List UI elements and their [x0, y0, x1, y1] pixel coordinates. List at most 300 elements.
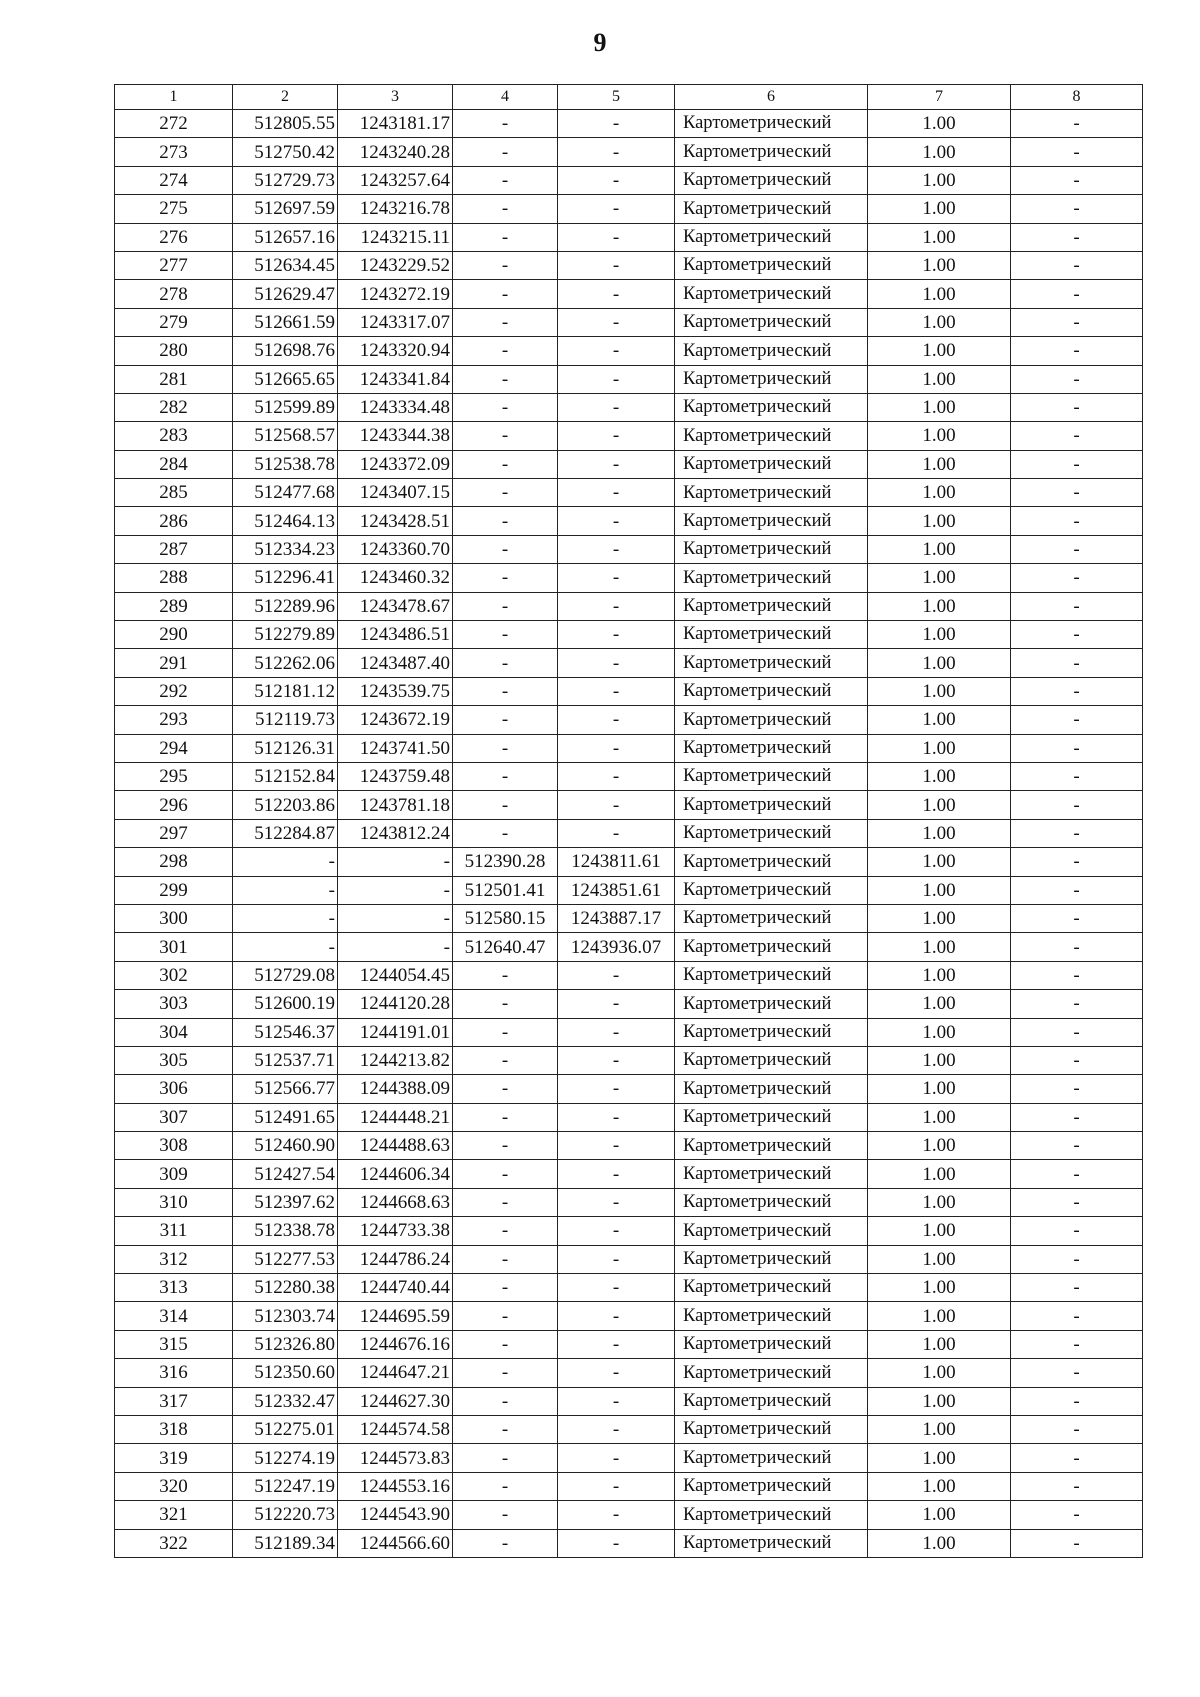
table-cell: -	[338, 933, 453, 961]
table-cell: 512397.62	[233, 1188, 338, 1216]
table-cell: -	[558, 1387, 675, 1415]
table-cell: 1243257.64	[338, 166, 453, 194]
table-cell: -	[558, 1046, 675, 1074]
table-cell: 512538.78	[233, 450, 338, 478]
table-cell: -	[453, 1274, 558, 1302]
table-cell: 1.00	[868, 223, 1011, 251]
table-row	[115, 1188, 1143, 1216]
table-cell: 512546.37	[233, 1018, 338, 1046]
table-cell: 512275.01	[233, 1415, 338, 1443]
table-cell: -	[1011, 933, 1143, 961]
table-cell: 1.00	[868, 564, 1011, 592]
table-cell: -	[453, 422, 558, 450]
table-cell: Картометрический	[675, 1472, 868, 1500]
table-cell: 272	[115, 110, 233, 138]
table-cell: Картометрический	[675, 195, 868, 223]
table-row	[115, 1529, 1143, 1557]
table-cell: Картометрический	[675, 365, 868, 393]
table-cell: 1243181.17	[338, 110, 453, 138]
table-cell: Картометрический	[675, 1217, 868, 1245]
table-cell: 307	[115, 1103, 233, 1131]
table-cell: Картометрический	[675, 848, 868, 876]
table-cell: 1.00	[868, 677, 1011, 705]
table-cell: -	[558, 337, 675, 365]
table-row	[115, 1245, 1143, 1273]
table-row	[115, 677, 1143, 705]
table-cell: 512460.90	[233, 1132, 338, 1160]
table-cell: 1.00	[868, 1245, 1011, 1273]
table-cell: 1.00	[868, 791, 1011, 819]
table-cell: 1244786.24	[338, 1245, 453, 1273]
table-cell: -	[558, 479, 675, 507]
table-cell: 1.00	[868, 1472, 1011, 1500]
table-cell: -	[453, 1132, 558, 1160]
table-cell: 512220.73	[233, 1501, 338, 1529]
table-cell: -	[558, 1217, 675, 1245]
table-cell: -	[1011, 1274, 1143, 1302]
table-cell: 512334.23	[233, 535, 338, 563]
table-cell: 281	[115, 365, 233, 393]
table-cell: Картометрический	[675, 393, 868, 421]
table-cell: 1.00	[868, 422, 1011, 450]
table-cell: 1244488.63	[338, 1132, 453, 1160]
table-row	[115, 1018, 1143, 1046]
table-cell: 1244573.83	[338, 1444, 453, 1472]
table-row	[115, 791, 1143, 819]
table-cell: -	[558, 1330, 675, 1358]
table-cell: 1243460.32	[338, 564, 453, 592]
table-cell: -	[558, 535, 675, 563]
table-cell: Картометрический	[675, 1529, 868, 1557]
table-cell: 512634.45	[233, 251, 338, 279]
table-cell: 313	[115, 1274, 233, 1302]
table-cell: 1.00	[868, 1302, 1011, 1330]
table-cell: -	[453, 564, 558, 592]
table-cell: 280	[115, 337, 233, 365]
table-row	[115, 990, 1143, 1018]
table-cell: -	[558, 1415, 675, 1443]
table-cell: -	[1011, 251, 1143, 279]
table-cell: 512477.68	[233, 479, 338, 507]
table-cell: -	[453, 337, 558, 365]
table-row	[115, 166, 1143, 194]
table-cell: 1243240.28	[338, 138, 453, 166]
table-cell: -	[558, 1359, 675, 1387]
table-cell: 1.00	[868, 649, 1011, 677]
table-cell: -	[558, 1444, 675, 1472]
table-cell: 1.00	[868, 904, 1011, 932]
table-row	[115, 1359, 1143, 1387]
table-cell: -	[558, 1302, 675, 1330]
table-cell: 1.00	[868, 1359, 1011, 1387]
table-cell: -	[1011, 1444, 1143, 1472]
table-cell: -	[1011, 904, 1143, 932]
table-cell: 279	[115, 308, 233, 336]
table-cell: 512247.19	[233, 1472, 338, 1500]
table-cell: -	[558, 1103, 675, 1131]
table-cell: Картометрический	[675, 819, 868, 847]
table-cell: 1244733.38	[338, 1217, 453, 1245]
table-cell: 1.00	[868, 507, 1011, 535]
table-cell: -	[453, 450, 558, 478]
table-cell: 1243341.84	[338, 365, 453, 393]
table-row	[115, 479, 1143, 507]
table-cell: 1.00	[868, 990, 1011, 1018]
table-cell: 512501.41	[453, 876, 558, 904]
table-cell: 1.00	[868, 166, 1011, 194]
table-cell: 319	[115, 1444, 233, 1472]
table-cell: 512289.96	[233, 592, 338, 620]
table-cell: -	[1011, 365, 1143, 393]
table-cell: Картометрический	[675, 1075, 868, 1103]
table-cell: -	[233, 933, 338, 961]
table-cell: 1243478.67	[338, 592, 453, 620]
table-cell: 1244388.09	[338, 1075, 453, 1103]
table-cell: 512279.89	[233, 621, 338, 649]
column-header-4: 4	[453, 85, 558, 110]
table-cell: 512284.87	[233, 819, 338, 847]
table-cell: -	[1011, 280, 1143, 308]
table-cell: -	[1011, 791, 1143, 819]
table-cell: -	[453, 166, 558, 194]
table-cell: -	[1011, 308, 1143, 336]
table-cell: Картометрический	[675, 1302, 868, 1330]
table-cell: -	[1011, 1529, 1143, 1557]
table-cell: 1243851.61	[558, 876, 675, 904]
table-cell: -	[558, 592, 675, 620]
table-cell: -	[1011, 507, 1143, 535]
table-cell: 1.00	[868, 1415, 1011, 1443]
table-cell: 297	[115, 819, 233, 847]
table-cell: 1243781.18	[338, 791, 453, 819]
table-cell: -	[1011, 1501, 1143, 1529]
table-cell: 1.00	[868, 1529, 1011, 1557]
table-cell: -	[453, 1302, 558, 1330]
table-cell: 512326.80	[233, 1330, 338, 1358]
table-cell: Картометрический	[675, 791, 868, 819]
table-row	[115, 280, 1143, 308]
table-cell: 298	[115, 848, 233, 876]
table-cell: 286	[115, 507, 233, 535]
table-cell: -	[558, 1075, 675, 1103]
table-cell: -	[1011, 1330, 1143, 1358]
table-cell: -	[1011, 1217, 1143, 1245]
table-cell: 1244543.90	[338, 1501, 453, 1529]
table-cell: 314	[115, 1302, 233, 1330]
table-cell: 1243811.61	[558, 848, 675, 876]
table-cell: 302	[115, 961, 233, 989]
table-body	[115, 110, 1143, 1558]
table-cell: 1.00	[868, 251, 1011, 279]
table-row	[115, 1415, 1143, 1443]
table-cell: -	[453, 1330, 558, 1358]
table-cell: -	[233, 848, 338, 876]
table-cell: -	[558, 280, 675, 308]
table-row	[115, 1387, 1143, 1415]
table-cell: 1244191.01	[338, 1018, 453, 1046]
table-cell: 306	[115, 1075, 233, 1103]
table-cell: 1244606.34	[338, 1160, 453, 1188]
table-cell: -	[453, 1046, 558, 1074]
table-cell: Картометрический	[675, 1103, 868, 1131]
table-cell: 512189.34	[233, 1529, 338, 1557]
table-cell: -	[1011, 223, 1143, 251]
table-cell: 512629.47	[233, 280, 338, 308]
table-cell: -	[453, 762, 558, 790]
table-cell: Картометрический	[675, 280, 868, 308]
table-cell: -	[1011, 450, 1143, 478]
table-cell: -	[1011, 138, 1143, 166]
table-cell: 1.00	[868, 1274, 1011, 1302]
table-cell: -	[233, 876, 338, 904]
table-cell: 318	[115, 1415, 233, 1443]
table-cell: 1.00	[868, 961, 1011, 989]
table-cell: Картометрический	[675, 1160, 868, 1188]
table-cell: -	[453, 649, 558, 677]
table-cell: -	[1011, 1387, 1143, 1415]
table-cell: -	[338, 904, 453, 932]
table-cell: 305	[115, 1046, 233, 1074]
table-cell: -	[558, 677, 675, 705]
table-cell: Картометрический	[675, 621, 868, 649]
table-cell: 1244676.16	[338, 1330, 453, 1358]
table-cell: Картометрический	[675, 166, 868, 194]
table-row	[115, 762, 1143, 790]
table-cell: -	[453, 110, 558, 138]
table-cell: 512262.06	[233, 649, 338, 677]
table-cell: -	[453, 251, 558, 279]
table-cell: 275	[115, 195, 233, 223]
table-cell: 1.00	[868, 848, 1011, 876]
table-cell: Картометрический	[675, 1018, 868, 1046]
table-cell: Картометрический	[675, 251, 868, 279]
table-cell: -	[1011, 1103, 1143, 1131]
table-row	[115, 1217, 1143, 1245]
table-cell: 1243672.19	[338, 706, 453, 734]
table-cell: 287	[115, 535, 233, 563]
table-cell: 1.00	[868, 535, 1011, 563]
table-cell: 1243317.07	[338, 308, 453, 336]
table-row	[115, 1132, 1143, 1160]
table-cell: -	[1011, 649, 1143, 677]
table-cell: -	[558, 649, 675, 677]
table-cell: 1244647.21	[338, 1359, 453, 1387]
table-cell: -	[1011, 706, 1143, 734]
table-cell: -	[453, 223, 558, 251]
table-row	[115, 592, 1143, 620]
table-cell: 309	[115, 1160, 233, 1188]
table-cell: -	[558, 422, 675, 450]
table-cell: Картометрический	[675, 138, 868, 166]
table-row	[115, 706, 1143, 734]
table-cell: 512600.19	[233, 990, 338, 1018]
column-header-1: 1	[115, 85, 233, 110]
table-row	[115, 393, 1143, 421]
table-row	[115, 1444, 1143, 1472]
table-cell: Картометрический	[675, 1330, 868, 1358]
table-cell: 1243759.48	[338, 762, 453, 790]
table-cell: Картометрический	[675, 1387, 868, 1415]
table-cell: -	[453, 1160, 558, 1188]
table-cell: -	[558, 1274, 675, 1302]
table-cell: 1243539.75	[338, 677, 453, 705]
column-header-5: 5	[558, 85, 675, 110]
table-cell: Картометрический	[675, 535, 868, 563]
table-cell: 294	[115, 734, 233, 762]
table-cell: -	[453, 365, 558, 393]
table-cell: 1.00	[868, 280, 1011, 308]
table-cell: Картометрический	[675, 479, 868, 507]
table-cell: -	[453, 1415, 558, 1443]
table-cell: 512274.19	[233, 1444, 338, 1472]
table-cell: 1243486.51	[338, 621, 453, 649]
table-cell: Картометрический	[675, 961, 868, 989]
table-cell: -	[453, 507, 558, 535]
table-header-row	[115, 85, 1143, 110]
table-cell: Картометрический	[675, 337, 868, 365]
table-cell: 512729.08	[233, 961, 338, 989]
table-cell: -	[1011, 1046, 1143, 1074]
table-cell: 295	[115, 762, 233, 790]
table-cell: 1243936.07	[558, 933, 675, 961]
table-cell: -	[453, 1501, 558, 1529]
table-cell: Картометрический	[675, 564, 868, 592]
table-cell: 1243487.40	[338, 649, 453, 677]
table-cell: -	[558, 507, 675, 535]
table-cell: -	[558, 223, 675, 251]
table-cell: -	[558, 1529, 675, 1557]
table-cell: -	[558, 621, 675, 649]
table-cell: 1243812.24	[338, 819, 453, 847]
table-cell: Картометрический	[675, 933, 868, 961]
table-cell: 1.00	[868, 1046, 1011, 1074]
table-cell: -	[453, 677, 558, 705]
table-cell: 512537.71	[233, 1046, 338, 1074]
table-cell: Картометрический	[675, 450, 868, 478]
table-cell: 512303.74	[233, 1302, 338, 1330]
table-cell: -	[558, 1472, 675, 1500]
table-cell: -	[453, 819, 558, 847]
table-cell: 1.00	[868, 1132, 1011, 1160]
table-cell: -	[453, 961, 558, 989]
table-cell: 512338.78	[233, 1217, 338, 1245]
table-cell: 274	[115, 166, 233, 194]
table-cell: 315	[115, 1330, 233, 1358]
table-row	[115, 1046, 1143, 1074]
table-cell: 512566.77	[233, 1075, 338, 1103]
table-cell: 512661.59	[233, 308, 338, 336]
table-cell: 283	[115, 422, 233, 450]
table-cell: 1.00	[868, 450, 1011, 478]
table-cell: -	[453, 195, 558, 223]
table-cell: -	[1011, 195, 1143, 223]
table-cell: 308	[115, 1132, 233, 1160]
table-row	[115, 848, 1143, 876]
table-cell: 1244566.60	[338, 1529, 453, 1557]
table-row	[115, 1330, 1143, 1358]
table-cell: Картометрический	[675, 1415, 868, 1443]
table-cell: 1.00	[868, 337, 1011, 365]
table-cell: -	[1011, 592, 1143, 620]
table-row	[115, 223, 1143, 251]
table-cell: Картометрический	[675, 876, 868, 904]
table-cell: -	[558, 450, 675, 478]
table-cell: -	[558, 1188, 675, 1216]
table-cell: 1.00	[868, 1444, 1011, 1472]
column-header-7: 7	[868, 85, 1011, 110]
table-cell: 300	[115, 904, 233, 932]
table-cell: Картометрический	[675, 677, 868, 705]
table-cell: 512350.60	[233, 1359, 338, 1387]
table-cell: 1244120.28	[338, 990, 453, 1018]
table-cell: 512698.76	[233, 337, 338, 365]
table-cell: 1243320.94	[338, 337, 453, 365]
table-cell: 1.00	[868, 1075, 1011, 1103]
table-cell: -	[453, 1245, 558, 1273]
table-cell: -	[453, 734, 558, 762]
table-cell: 1.00	[868, 365, 1011, 393]
table-cell: Картометрический	[675, 1132, 868, 1160]
table-cell: 285	[115, 479, 233, 507]
table-cell: -	[453, 1359, 558, 1387]
table-cell: -	[453, 621, 558, 649]
table-row	[115, 904, 1143, 932]
table-cell: -	[558, 791, 675, 819]
table-cell: 1244695.59	[338, 1302, 453, 1330]
table-cell: -	[453, 1075, 558, 1103]
table-cell: 299	[115, 876, 233, 904]
table-cell: 1.00	[868, 1160, 1011, 1188]
table-cell: -	[1011, 1359, 1143, 1387]
column-header-8: 8	[1011, 85, 1143, 110]
table-cell: -	[1011, 1302, 1143, 1330]
table-cell: -	[1011, 990, 1143, 1018]
table-cell: -	[453, 990, 558, 1018]
table-cell: -	[453, 1188, 558, 1216]
table-cell: Картометрический	[675, 734, 868, 762]
table-cell: -	[1011, 961, 1143, 989]
table-row	[115, 1103, 1143, 1131]
table-cell: 310	[115, 1188, 233, 1216]
table-cell: 512203.86	[233, 791, 338, 819]
table-cell: Картометрический	[675, 1245, 868, 1273]
table-cell: -	[558, 166, 675, 194]
table-cell: -	[1011, 1160, 1143, 1188]
table-cell: 1243215.11	[338, 223, 453, 251]
table-row	[115, 507, 1143, 535]
table-cell: -	[453, 1217, 558, 1245]
table-cell: -	[1011, 393, 1143, 421]
table-cell: -	[1011, 535, 1143, 563]
table-cell: -	[1011, 1188, 1143, 1216]
table-cell: 1243360.70	[338, 535, 453, 563]
table-cell: -	[453, 479, 558, 507]
table-cell: -	[453, 592, 558, 620]
table-cell: -	[558, 365, 675, 393]
table-cell: 320	[115, 1472, 233, 1500]
table-cell: -	[453, 138, 558, 166]
table-cell: 1.00	[868, 819, 1011, 847]
table-row	[115, 195, 1143, 223]
table-cell: -	[558, 734, 675, 762]
table-cell: 512152.84	[233, 762, 338, 790]
table-cell: 1244553.16	[338, 1472, 453, 1500]
table-cell: -	[558, 1132, 675, 1160]
column-header-3: 3	[338, 85, 453, 110]
table-cell: 293	[115, 706, 233, 734]
table-cell: -	[453, 308, 558, 336]
table-cell: -	[1011, 564, 1143, 592]
